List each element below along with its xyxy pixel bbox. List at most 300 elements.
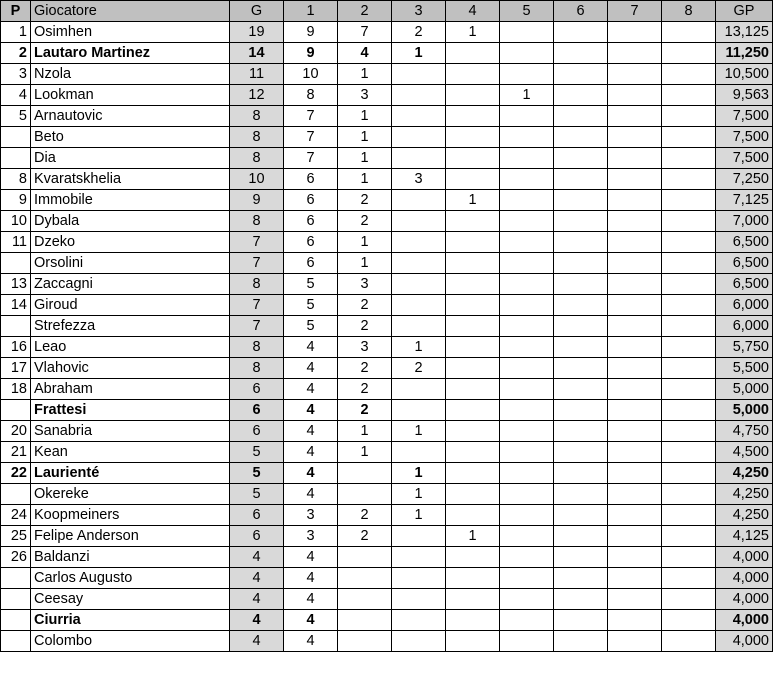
position-cell: 26	[1, 547, 31, 568]
count-cell-8	[662, 22, 716, 43]
count-cell-3	[392, 295, 446, 316]
gp-cell: 7,500	[716, 148, 773, 169]
player-name-cell: Nzola	[31, 64, 230, 85]
count-cell-3	[392, 589, 446, 610]
table-row	[1, 148, 773, 169]
count-cell-6	[554, 526, 608, 547]
position-cell: 3	[1, 64, 31, 85]
count-cell-6	[554, 400, 608, 421]
table-row	[1, 106, 773, 127]
count-cell-8	[662, 526, 716, 547]
count-cell-6	[554, 337, 608, 358]
count-cell-2	[338, 568, 392, 589]
player-name-cell: Lookman	[31, 85, 230, 106]
table-row	[1, 547, 773, 568]
count-cell-4	[446, 589, 500, 610]
count-cell-6	[554, 22, 608, 43]
count-cell-3	[392, 379, 446, 400]
position-cell: 5	[1, 106, 31, 127]
count-cell-5	[500, 589, 554, 610]
count-cell-7	[608, 484, 662, 505]
count-cell-1: 9	[284, 43, 338, 64]
gp-cell: 9,563	[716, 85, 773, 106]
count-cell-6	[554, 442, 608, 463]
count-cell-4	[446, 421, 500, 442]
gp-cell: 7,250	[716, 169, 773, 190]
games-cell: 8	[230, 148, 284, 169]
count-cell-3	[392, 85, 446, 106]
count-cell-7	[608, 631, 662, 652]
count-cell-5	[500, 631, 554, 652]
games-cell: 6	[230, 526, 284, 547]
count-cell-6	[554, 505, 608, 526]
position-cell	[1, 316, 31, 337]
count-cell-1: 3	[284, 526, 338, 547]
count-cell-2: 1	[338, 421, 392, 442]
count-cell-7	[608, 568, 662, 589]
count-cell-6	[554, 169, 608, 190]
gp-cell: 4,000	[716, 631, 773, 652]
count-cell-5	[500, 127, 554, 148]
count-cell-8	[662, 274, 716, 295]
table-row	[1, 589, 773, 610]
gp-cell: 7,500	[716, 127, 773, 148]
games-cell: 4	[230, 589, 284, 610]
count-cell-1: 4	[284, 568, 338, 589]
count-cell-5	[500, 568, 554, 589]
table-row	[1, 190, 773, 211]
count-cell-2: 2	[338, 358, 392, 379]
player-name-cell: Frattesi	[31, 400, 230, 421]
count-cell-7	[608, 610, 662, 631]
count-cell-7	[608, 442, 662, 463]
header-games: G	[230, 1, 284, 22]
count-cell-6	[554, 589, 608, 610]
games-cell: 8	[230, 127, 284, 148]
count-cell-8	[662, 463, 716, 484]
player-name-cell: Colombo	[31, 631, 230, 652]
table-row	[1, 295, 773, 316]
position-cell: 9	[1, 190, 31, 211]
gp-cell: 7,125	[716, 190, 773, 211]
player-name-cell: Beto	[31, 127, 230, 148]
count-cell-8	[662, 64, 716, 85]
player-name-cell: Okereke	[31, 484, 230, 505]
position-cell: 8	[1, 169, 31, 190]
games-cell: 7	[230, 316, 284, 337]
table-row	[1, 316, 773, 337]
header-col-1: 1	[284, 1, 338, 22]
header-col-2: 2	[338, 1, 392, 22]
position-cell: 25	[1, 526, 31, 547]
table-row	[1, 232, 773, 253]
count-cell-4	[446, 505, 500, 526]
count-cell-7	[608, 211, 662, 232]
count-cell-7	[608, 190, 662, 211]
gp-cell: 4,250	[716, 484, 773, 505]
count-cell-1: 4	[284, 358, 338, 379]
player-name-cell: Laurienté	[31, 463, 230, 484]
table-row	[1, 379, 773, 400]
count-cell-1: 5	[284, 274, 338, 295]
table-row	[1, 253, 773, 274]
count-cell-3	[392, 316, 446, 337]
count-cell-3: 1	[392, 43, 446, 64]
count-cell-2: 1	[338, 442, 392, 463]
games-cell: 4	[230, 610, 284, 631]
count-cell-5	[500, 463, 554, 484]
count-cell-7	[608, 400, 662, 421]
gp-cell: 4,000	[716, 568, 773, 589]
count-cell-3: 2	[392, 358, 446, 379]
count-cell-8	[662, 589, 716, 610]
count-cell-3	[392, 526, 446, 547]
count-cell-4	[446, 379, 500, 400]
games-cell: 8	[230, 358, 284, 379]
count-cell-1: 6	[284, 232, 338, 253]
player-name-cell: Immobile	[31, 190, 230, 211]
player-name-cell: Giroud	[31, 295, 230, 316]
count-cell-4	[446, 358, 500, 379]
count-cell-8	[662, 568, 716, 589]
count-cell-3	[392, 568, 446, 589]
count-cell-6	[554, 211, 608, 232]
player-name-cell: Strefezza	[31, 316, 230, 337]
count-cell-3	[392, 400, 446, 421]
count-cell-1: 5	[284, 295, 338, 316]
games-cell: 10	[230, 169, 284, 190]
gp-cell: 7,500	[716, 106, 773, 127]
gp-cell: 4,000	[716, 547, 773, 568]
games-cell: 6	[230, 505, 284, 526]
count-cell-2: 3	[338, 85, 392, 106]
player-name-cell: Sanabria	[31, 421, 230, 442]
count-cell-1: 4	[284, 631, 338, 652]
count-cell-3	[392, 148, 446, 169]
count-cell-7	[608, 253, 662, 274]
games-cell: 8	[230, 106, 284, 127]
count-cell-1: 4	[284, 337, 338, 358]
count-cell-8	[662, 316, 716, 337]
count-cell-1: 4	[284, 589, 338, 610]
table-row	[1, 337, 773, 358]
table-row	[1, 274, 773, 295]
count-cell-5	[500, 211, 554, 232]
count-cell-2: 1	[338, 127, 392, 148]
count-cell-1: 4	[284, 421, 338, 442]
count-cell-2: 2	[338, 400, 392, 421]
player-name-cell: Abraham	[31, 379, 230, 400]
count-cell-5	[500, 295, 554, 316]
gp-cell: 4,000	[716, 610, 773, 631]
position-cell: 10	[1, 211, 31, 232]
gp-cell: 5,500	[716, 358, 773, 379]
gp-cell: 7,000	[716, 211, 773, 232]
gp-cell: 5,000	[716, 379, 773, 400]
count-cell-5	[500, 379, 554, 400]
position-cell	[1, 127, 31, 148]
table-row	[1, 400, 773, 421]
player-name-cell: Kvaratskhelia	[31, 169, 230, 190]
position-cell	[1, 400, 31, 421]
count-cell-5	[500, 169, 554, 190]
player-name-cell: Zaccagni	[31, 274, 230, 295]
count-cell-8	[662, 190, 716, 211]
count-cell-8	[662, 85, 716, 106]
count-cell-7	[608, 43, 662, 64]
table-header	[1, 1, 773, 22]
games-cell: 5	[230, 442, 284, 463]
player-name-cell: Dzeko	[31, 232, 230, 253]
count-cell-6	[554, 253, 608, 274]
position-cell	[1, 589, 31, 610]
count-cell-1: 9	[284, 22, 338, 43]
table-row	[1, 442, 773, 463]
count-cell-2: 2	[338, 316, 392, 337]
count-cell-4	[446, 106, 500, 127]
games-cell: 8	[230, 337, 284, 358]
games-cell: 8	[230, 211, 284, 232]
count-cell-1: 8	[284, 85, 338, 106]
gp-cell: 4,500	[716, 442, 773, 463]
count-cell-2: 2	[338, 190, 392, 211]
count-cell-1: 10	[284, 64, 338, 85]
count-cell-2: 1	[338, 148, 392, 169]
count-cell-6	[554, 106, 608, 127]
count-cell-1: 4	[284, 442, 338, 463]
count-cell-3	[392, 442, 446, 463]
count-cell-6	[554, 148, 608, 169]
count-cell-8	[662, 169, 716, 190]
count-cell-7	[608, 169, 662, 190]
count-cell-4	[446, 43, 500, 64]
count-cell-6	[554, 484, 608, 505]
header-col-5: 5	[500, 1, 554, 22]
header-col-6: 6	[554, 1, 608, 22]
count-cell-4	[446, 400, 500, 421]
count-cell-2: 2	[338, 211, 392, 232]
gp-cell: 6,000	[716, 295, 773, 316]
count-cell-6	[554, 316, 608, 337]
player-name-cell: Osimhen	[31, 22, 230, 43]
count-cell-5	[500, 64, 554, 85]
count-cell-8	[662, 442, 716, 463]
count-cell-4: 1	[446, 190, 500, 211]
player-name-cell: Orsolini	[31, 253, 230, 274]
player-name-cell: Felipe Anderson	[31, 526, 230, 547]
count-cell-1: 3	[284, 505, 338, 526]
count-cell-3	[392, 127, 446, 148]
header-position: P	[1, 1, 31, 22]
games-cell: 4	[230, 547, 284, 568]
count-cell-3: 1	[392, 337, 446, 358]
gp-cell: 4,000	[716, 589, 773, 610]
header-gp: GP	[716, 1, 773, 22]
count-cell-7	[608, 589, 662, 610]
count-cell-6	[554, 463, 608, 484]
count-cell-3: 3	[392, 169, 446, 190]
gp-cell: 4,250	[716, 505, 773, 526]
position-cell: 22	[1, 463, 31, 484]
position-cell: 24	[1, 505, 31, 526]
position-cell	[1, 631, 31, 652]
count-cell-2: 1	[338, 106, 392, 127]
gp-cell: 4,750	[716, 421, 773, 442]
count-cell-1: 4	[284, 484, 338, 505]
header-col-4: 4	[446, 1, 500, 22]
count-cell-4	[446, 568, 500, 589]
games-cell: 6	[230, 379, 284, 400]
count-cell-2: 1	[338, 253, 392, 274]
player-name-cell: Koopmeiners	[31, 505, 230, 526]
count-cell-1: 4	[284, 379, 338, 400]
count-cell-3: 1	[392, 505, 446, 526]
count-cell-1: 4	[284, 400, 338, 421]
gp-cell: 6,500	[716, 253, 773, 274]
count-cell-7	[608, 526, 662, 547]
count-cell-8	[662, 43, 716, 64]
header-player: Giocatore	[31, 1, 230, 22]
count-cell-8	[662, 379, 716, 400]
count-cell-7	[608, 505, 662, 526]
count-cell-5	[500, 43, 554, 64]
player-name-cell: Lautaro Martinez	[31, 43, 230, 64]
count-cell-6	[554, 421, 608, 442]
gp-cell: 6,000	[716, 316, 773, 337]
games-cell: 14	[230, 43, 284, 64]
count-cell-4	[446, 64, 500, 85]
count-cell-3	[392, 64, 446, 85]
count-cell-7	[608, 358, 662, 379]
count-cell-5	[500, 400, 554, 421]
count-cell-3	[392, 274, 446, 295]
count-cell-8	[662, 547, 716, 568]
count-cell-5	[500, 547, 554, 568]
count-cell-7	[608, 379, 662, 400]
games-cell: 9	[230, 190, 284, 211]
count-cell-6	[554, 274, 608, 295]
count-cell-1: 4	[284, 463, 338, 484]
games-cell: 19	[230, 22, 284, 43]
position-cell	[1, 253, 31, 274]
count-cell-7	[608, 274, 662, 295]
count-cell-8	[662, 400, 716, 421]
count-cell-5	[500, 610, 554, 631]
header-col-7: 7	[608, 1, 662, 22]
count-cell-2	[338, 631, 392, 652]
table-row	[1, 631, 773, 652]
position-cell: 17	[1, 358, 31, 379]
count-cell-2	[338, 610, 392, 631]
position-cell	[1, 610, 31, 631]
table-row	[1, 463, 773, 484]
count-cell-3	[392, 253, 446, 274]
count-cell-8	[662, 358, 716, 379]
table-row	[1, 22, 773, 43]
table-row	[1, 127, 773, 148]
count-cell-2: 7	[338, 22, 392, 43]
count-cell-4	[446, 484, 500, 505]
position-cell: 13	[1, 274, 31, 295]
games-cell: 7	[230, 295, 284, 316]
count-cell-8	[662, 337, 716, 358]
count-cell-8	[662, 127, 716, 148]
position-cell: 4	[1, 85, 31, 106]
count-cell-4	[446, 211, 500, 232]
table-row	[1, 43, 773, 64]
games-cell: 4	[230, 631, 284, 652]
count-cell-5	[500, 442, 554, 463]
count-cell-8	[662, 610, 716, 631]
count-cell-6	[554, 43, 608, 64]
count-cell-6	[554, 232, 608, 253]
count-cell-8	[662, 295, 716, 316]
position-cell	[1, 484, 31, 505]
games-cell: 7	[230, 232, 284, 253]
count-cell-6	[554, 358, 608, 379]
count-cell-2	[338, 589, 392, 610]
games-cell: 5	[230, 463, 284, 484]
position-cell: 18	[1, 379, 31, 400]
count-cell-4	[446, 442, 500, 463]
count-cell-1: 6	[284, 169, 338, 190]
table-body	[1, 22, 773, 652]
count-cell-6	[554, 547, 608, 568]
games-cell: 4	[230, 568, 284, 589]
header-col-3: 3	[392, 1, 446, 22]
count-cell-4	[446, 148, 500, 169]
player-name-cell: Ceesay	[31, 589, 230, 610]
player-name-cell: Arnautovic	[31, 106, 230, 127]
table-row	[1, 211, 773, 232]
count-cell-6	[554, 379, 608, 400]
gp-cell: 5,000	[716, 400, 773, 421]
count-cell-1: 6	[284, 253, 338, 274]
position-cell: 20	[1, 421, 31, 442]
count-cell-4	[446, 274, 500, 295]
table-row	[1, 526, 773, 547]
player-name-cell: Dybala	[31, 211, 230, 232]
games-cell: 8	[230, 274, 284, 295]
count-cell-4	[446, 295, 500, 316]
position-cell: 2	[1, 43, 31, 64]
count-cell-4	[446, 547, 500, 568]
gp-cell: 11,250	[716, 43, 773, 64]
table-row	[1, 484, 773, 505]
position-cell: 14	[1, 295, 31, 316]
count-cell-5	[500, 274, 554, 295]
count-cell-3	[392, 232, 446, 253]
count-cell-7	[608, 232, 662, 253]
count-cell-1: 4	[284, 610, 338, 631]
count-cell-4	[446, 253, 500, 274]
count-cell-7	[608, 85, 662, 106]
table-row	[1, 421, 773, 442]
count-cell-1: 6	[284, 190, 338, 211]
count-cell-4	[446, 85, 500, 106]
gp-cell: 10,500	[716, 64, 773, 85]
count-cell-5	[500, 106, 554, 127]
count-cell-7	[608, 463, 662, 484]
table-row	[1, 610, 773, 631]
count-cell-6	[554, 190, 608, 211]
table-row	[1, 169, 773, 190]
count-cell-3	[392, 631, 446, 652]
count-cell-4	[446, 232, 500, 253]
count-cell-3	[392, 610, 446, 631]
count-cell-8	[662, 484, 716, 505]
count-cell-2	[338, 484, 392, 505]
